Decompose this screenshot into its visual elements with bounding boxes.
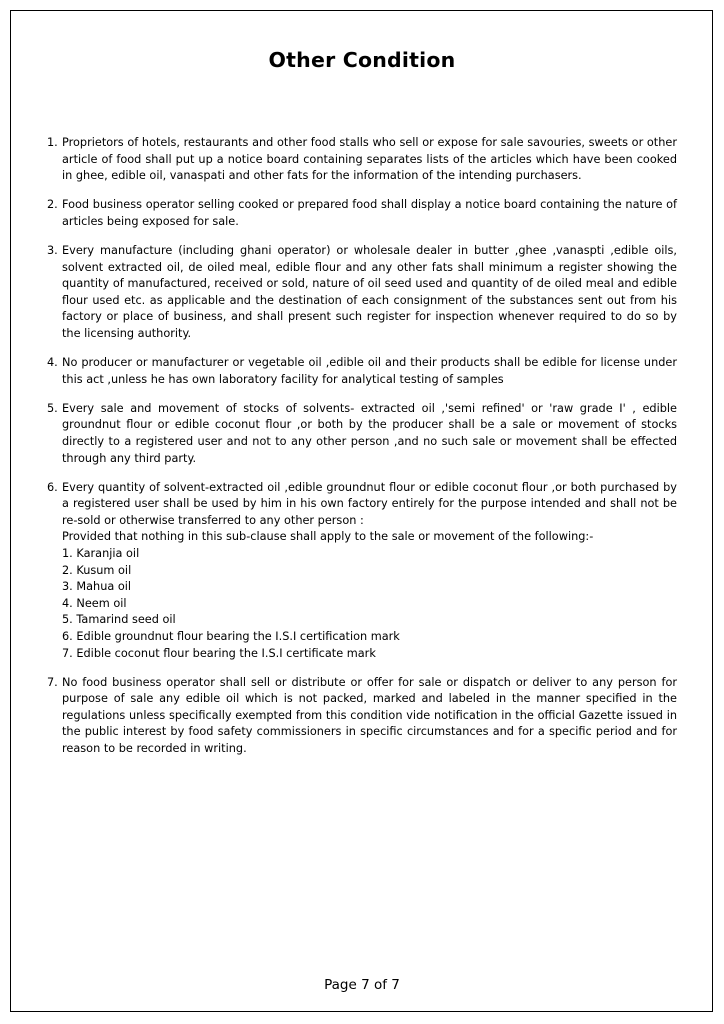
condition-proviso: Provided that nothing in this sub-clause shall apply to the sale or movement of the following:- (62, 530, 594, 544)
exempted-item: 6. Edible groundnut flour bearing the I.S.I certification mark (62, 629, 400, 643)
exempted-items-list (62, 546, 677, 662)
condition-text: Every quantity of solvent-extracted oil ,edible groundnut flour or edible coconut flour ,or both purchased by a registered user shall be used by him in his own factory entirely for the purpose intended and shall not be re-sold or otherwise transferred to any other person : (62, 480, 677, 527)
condition-item-5 (47, 401, 677, 467)
condition-text: Every manufacture (including ghani operator) or wholesale dealer in butter ,ghee ,vanaspti ,edible oils, solvent extracted oil, de oiled meal, edible flour and any other fats shall minimum a register showing the quantity of manufactured, received or sold, nature of oil seed used and quantity of de oiled meal and edible flour used etc. as applicable and the destination of each consignment of the substances sent out from his factory or place of business, and shall present such register for inspection whenever required to do so by the licensing authority. (62, 243, 677, 340)
condition-number: 4. (47, 356, 58, 370)
condition-number: 2. (47, 198, 58, 212)
condition-text: No producer or manufacturer or vegetable oil ,edible oil and their products shall be edible for license under this act ,unless he has own laboratory facility for analytical testing of samples (62, 356, 677, 386)
exempted-item: 4. Neem oil (62, 596, 127, 610)
condition-item-4 (47, 355, 677, 388)
conditions-list (47, 135, 677, 770)
condition-number: 5. (47, 401, 58, 415)
condition-number: 7. (47, 675, 58, 689)
condition-text: Every sale and movement of stocks of solvents- extracted oil ,'semi refined' or 'raw grade I' , edible groundnut flour or edible coconut flour ,or both by the producer shall be a sale or movement of stocks directly to a registered user and not to any other person ,and no such sale or movement shall be effected through any third party. (62, 401, 677, 465)
condition-number: 6. (47, 480, 58, 494)
condition-text: Proprietors of hotels, restaurants and other food stalls who sell or expose for sale savouries, sweets or other article of food shall put up a notice board containing separates lists of the articles which have been cooked in ghee, edible oil, vanaspati and other fats for the information of the intending purchasers. (62, 136, 677, 183)
condition-item-2 (47, 197, 677, 230)
page-title: Other Condition (268, 48, 456, 72)
condition-item-7 (47, 675, 677, 758)
condition-item-1 (47, 135, 677, 185)
condition-number: 1. (47, 136, 58, 149)
exempted-item: 5. Tamarind seed oil (62, 613, 176, 627)
condition-text: Food business operator selling cooked or prepared food shall display a notice board containing the nature of articles being exposed for sale. (62, 198, 677, 228)
condition-text: No food business operator shall sell or distribute or offer for sale or dispatch or deliver to any person for purpose of sale any edible oil which is not packed, marked and labeled in the manner specified in the regulations unless specifically exempted from this condition vide notification in the official Gazette issued in the public interest by food safety commissioners in specific circumstances and for a specific period and for reason to be recorded in writing. (62, 675, 677, 755)
page-number: Page 7 of 7 (324, 977, 400, 993)
exempted-item: 2. Kusum oil (62, 563, 132, 577)
exempted-item: 1. Karanjia oil (62, 546, 140, 560)
condition-item-6 (47, 480, 677, 663)
condition-item-3 (47, 243, 677, 343)
exempted-item: 3. Mahua oil (62, 580, 132, 594)
exempted-item: 7. Edible coconut flour bearing the I.S.I certificate mark (62, 646, 376, 660)
condition-number: 3. (47, 243, 58, 257)
